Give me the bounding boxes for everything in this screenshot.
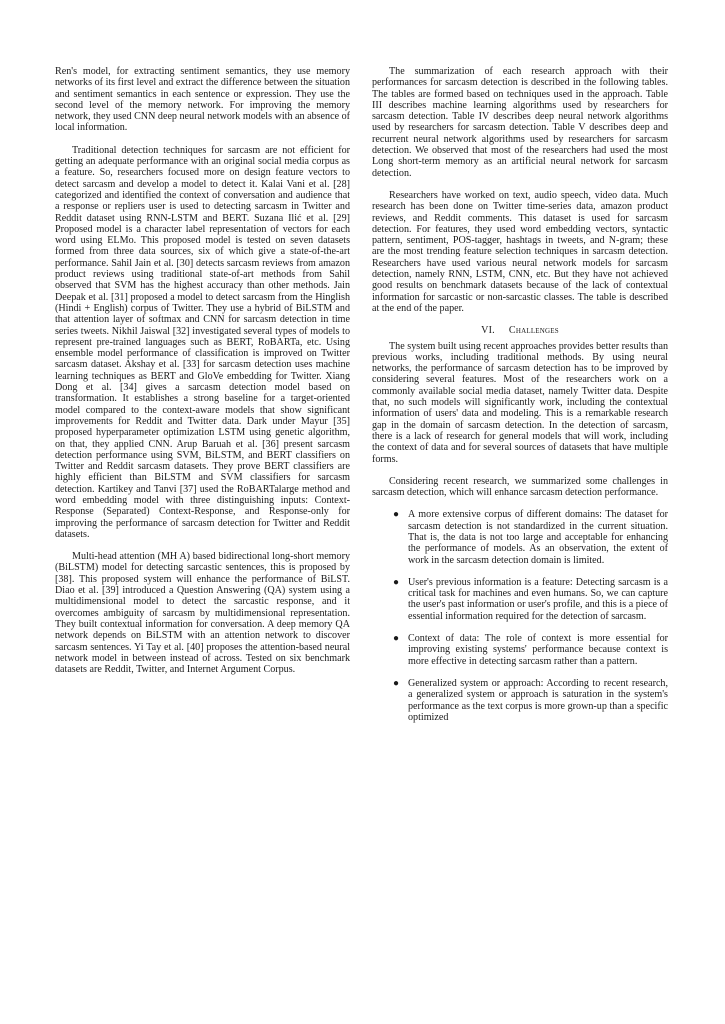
left-column bbox=[55, 66, 350, 686]
list-item bbox=[372, 509, 668, 565]
paragraph: Researchers have worked on text, audio speech, video data. Much research has been done on Twitter time-series data, amazon product reviews, and Reddit comments. This dataset is used for sarcasm detection. For features, they used word embedding vectors, syntactic pattern, sentiment, POS-tagger, hashtags in tweets, and N-gram; these are the most trending feature selection techniques in sarcasm detection. Researchers have used various neural network models for sarcasm detection, namely RNN, LSTM, CNN, etc. But they have not achieved good results on benchmark datasets because of the lack of contextual information for sarcastic or non-sarcastic classes. The table is described at the end of the paper. bbox=[372, 189, 668, 314]
section-heading bbox=[372, 325, 668, 336]
paragraph: Considering recent research, we summarized some challenges in sarcasm detection, which will enhance sarcasm detection performance. bbox=[372, 475, 668, 499]
list-item-text: A more extensive corpus of different domains: The dataset for sarcasm detection is not standardized in the current situation. That is, the data is not too large and acceptable for enhancing the performance of models. As an observation, the extent of work in the sarcasm detection domain is limited. bbox=[408, 509, 668, 566]
bullet-icon: ● bbox=[393, 576, 400, 588]
list-item-text: Generalized system or approach: According to recent research, a generalized system or approach is saturation in the system's performance as the text corpus is more grown-up than a specific optimized bbox=[408, 677, 668, 723]
paragraph: Ren's model, for extracting sentiment semantics, they use memory networks of its first level and extract the difference between the situation and sentiment semantics in each sentence or expression. They use the second level of the memory network. For improving the memory network, they used CNN deep neural network models with an absence of local information. bbox=[55, 66, 350, 134]
challenges-list bbox=[372, 509, 668, 723]
list-item-text: Context of data: The role of context is more essential for improving existing systems' performance because context is more effective in detecting sarcasm rather than a pattern. bbox=[408, 633, 668, 667]
bullet-icon: ● bbox=[393, 633, 400, 645]
paragraph: Traditional detection techniques for sarcasm are not efficient for getting an adequate performance with an original social media corpus as a feature. So, researchers focused more on design feature vectors to detect sarcasm and develop a model to detect it. Kalai Vani et al. [28] categorized and identified the context of conversation and audience that a response or repliers user is used to detecting sarcasm in Twitter and Reddit dataset using RNN-LSTM and BERT. Suzana Ilić et al. [29] Proposed model is a character label representation of vectors for each word using ELMo. This proposed model is tested on seven datasets formed from three data sources, six of which give a state-of-the-art performance. Sahil Jain et al. [30] detects sarcasm reviews from amazon product reviews using traditional state-of-art methods from Sahil observed that SVM has the highest accuracy than other methods. Jain Deepak et al. [31] proposed a model to detect sarcasm from the Hinglish (Hindi + English) corpus of Twitter. They use a hybrid of BiLSTM and that attention layer of softmax and CNN for sarcasm detection in time series tweets. Nikhil Jaiswal [32] investigated several types of models to represent pre-trained languages such as BERT, RoBARTa, etc. Using ensemble model performance of classification is improved on Twitter sarcasm dataset. Akshay et al. [33] for sarcasm detection uses machine learning techniques as BERT and GloVe embedding for Twitter. Xiang Dong et al. [34] gives a sarcasm detection model based on transformation. It establishes a strong baseline for a target-oriented model compared to the context-aware models that show significant improvements for Reddit and Twitter data. Dark under Mayur [35] proposed hyperparameter optimization LSTM using genetic algorithm, on that, they applied CNN. Arup Baruah et al. [36] present sarcasm detection performance using SVM, BiLSTM, and BERT classifiers on Twitter and Reddit sarcasm datasets. They prove BERT classifiers are highly efficient than BiLSTM and SVM classifiers for sarcasm detection. Kartikey and Tanvi [37] used the RoBARTalarge method and word embedding model with three distinguishing inputs: Context-Response (Separated) Context-Response, and Response-only for improving the performance of sarcasm detection for Twitter and Reddit datasets. bbox=[55, 144, 350, 540]
bullet-icon: ● bbox=[393, 509, 400, 521]
list-item bbox=[372, 678, 668, 723]
bullet-icon: ● bbox=[393, 677, 400, 689]
section-title: Challenges bbox=[508, 325, 559, 337]
list-item bbox=[372, 633, 668, 667]
section-number: VI. bbox=[481, 325, 495, 337]
list-item bbox=[372, 577, 668, 622]
right-column bbox=[372, 66, 668, 734]
paragraph: The summarization of each research approach with their performances for sarcasm detection is described in the following tables. The tables are formed based on techniques used in the approach. Table III describes machine learning algorithms used by researchers for sarcasm detection. Table IV describes deep neural network algorithms used by researchers for sarcasm detection. Table V describes deep and recurrent neural network algorithms used by researchers for sarcasm detection. We observed that most of the researchers had used the most Long short-term memory as an artificial neural network for sarcasm detection. bbox=[372, 66, 668, 179]
paragraph: The system built using recent approaches provides better results than previous works, including traditional methods. By using neural networks, the performance of sarcasm detection has to be improved by considering several features. Most of the researchers work on a commonly available social media dataset, namely Twitter data. Despite that, no such models will significantly work, including the contextual information of users' data and modeling. This is a remarkable research gap in the domain of sarcasm detection. In the detection of sarcasm, there is a lack of research for general models that will work, including the context of data and for several sources of datasets that have multiple forms. bbox=[372, 340, 668, 465]
list-item-text: User's previous information is a feature: Detecting sarcasm is a critical task for machines and even humans. So, we can capture the user's past information or user's profile, and this is a piece of essential information required for the detection of sarcasm. bbox=[408, 576, 668, 622]
paragraph: Multi-head attention (MH A) based bidirectional long-short memory (BiLSTM) model for detecting sarcastic sentences, this is proposed by [38]. This proposed system will enhance the performance of BiLST. Diao et al. [39] introduced a Question Answering (QA) system using a multidimensional model to detect the sarcastic response, and it overcomes ambiguity of sarcasm by multidimensional representation. They built contextual information for conversation. A deep memory QA network depends on BiLSTM with an attention network to discover sarcasm sentences. Yi Tay et al. [40] proposes the attention-based neural network model in between instead of across. Tested on six benchmark datasets are Reddit, Twitter, and Internet Argument Corpus. bbox=[55, 551, 350, 676]
